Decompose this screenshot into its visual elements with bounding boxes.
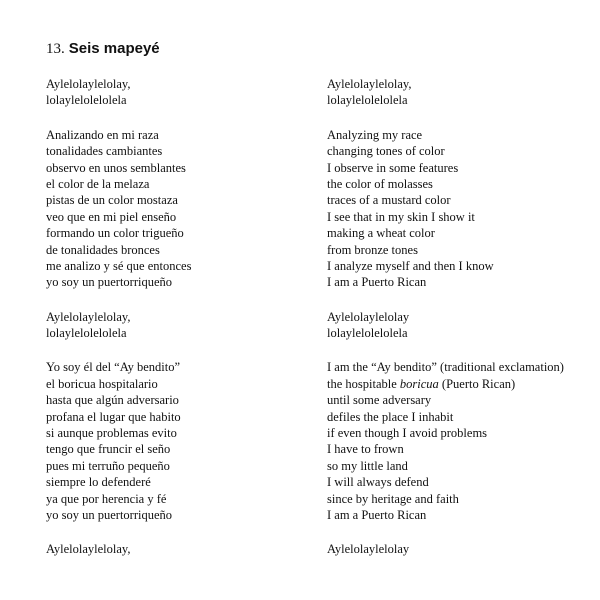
spanish-stanza bbox=[46, 309, 306, 342]
spanish-line: yo soy un puertorriqueño bbox=[46, 507, 173, 522]
spanish-line: Aylelolaylelolay, bbox=[46, 309, 131, 324]
spanish-line: el boricua hospitalario bbox=[46, 376, 158, 391]
english-stanza bbox=[327, 541, 595, 557]
english-line: the color of molasses bbox=[327, 176, 433, 191]
english-line: Analyzing my race bbox=[327, 127, 423, 142]
english-stanza bbox=[327, 127, 595, 291]
english-line: I will always defend bbox=[327, 475, 429, 490]
spanish-line: siempre lo defenderé bbox=[46, 475, 151, 490]
english-line: if even though I avoid problems bbox=[327, 426, 488, 441]
english-stanza bbox=[327, 309, 595, 342]
english-line: from bronze tones bbox=[327, 242, 418, 257]
spanish-line: pues mi terruño pequeño bbox=[46, 458, 170, 473]
english-line: lolaylelolelolela bbox=[327, 326, 408, 341]
english-line: I observe in some features bbox=[327, 160, 459, 175]
english-line: Aylelolaylelolay bbox=[327, 309, 410, 324]
spanish-line: si aunque problemas evito bbox=[46, 426, 177, 441]
english-line: defiles the place I inhabit bbox=[327, 409, 454, 424]
english-line: making a wheat color bbox=[327, 226, 435, 241]
spanish-line: Yo soy él del “Ay bendito” bbox=[46, 360, 181, 375]
english-line: I am a Puerto Rican bbox=[327, 275, 427, 290]
spanish-line: me analizo y sé que entonces bbox=[46, 258, 192, 273]
english-line: the hospitable boricua (Puerto Rican) bbox=[327, 376, 516, 391]
spanish-line: lolaylelolelolela bbox=[46, 93, 127, 108]
spanish-lyrics-column bbox=[46, 76, 306, 576]
spanish-line: Analizando en mi raza bbox=[46, 127, 159, 142]
spanish-line: tengo que fruncir el seño bbox=[46, 442, 171, 457]
spanish-line: formando un color trigueño bbox=[46, 226, 184, 241]
english-line: Aylelolaylelolay, bbox=[327, 77, 412, 91]
english-line: since by heritage and faith bbox=[327, 491, 459, 506]
english-line: lolaylelolelolela bbox=[327, 93, 408, 108]
spanish-stanza bbox=[46, 76, 306, 109]
english-line: I analyze myself and then I know bbox=[327, 258, 494, 273]
song-number: 13. bbox=[46, 41, 65, 57]
english-translation-column bbox=[327, 76, 595, 576]
spanish-line: Aylelolaylelolay, bbox=[46, 542, 131, 557]
spanish-stanza bbox=[46, 541, 306, 557]
english-line: I see that in my skin I show it bbox=[327, 209, 475, 224]
english-line: I have to frown bbox=[327, 442, 404, 457]
english-line: changing tones of color bbox=[327, 144, 445, 159]
english-line: Aylelolaylelolay bbox=[327, 542, 410, 557]
song-name: Seis mapeyé bbox=[68, 40, 160, 57]
spanish-line: pistas de un color mostaza bbox=[46, 193, 178, 208]
spanish-line: el color de la melaza bbox=[46, 176, 150, 191]
english-stanza bbox=[327, 359, 595, 523]
spanish-line: profana el lugar que habito bbox=[46, 409, 181, 424]
spanish-line: yo soy un puertorriqueño bbox=[46, 275, 173, 290]
song-title bbox=[46, 40, 160, 58]
spanish-line: veo que en mi piel enseño bbox=[46, 209, 177, 224]
english-line: I am a Puerto Rican bbox=[327, 507, 427, 522]
spanish-line: de tonalidades bronces bbox=[46, 242, 160, 257]
english-line: traces of a mustard color bbox=[327, 193, 451, 208]
spanish-line: observo en unos semblantes bbox=[46, 160, 186, 175]
spanish-stanza bbox=[46, 359, 306, 523]
spanish-line: hasta que algún adversario bbox=[46, 393, 179, 408]
spanish-line: lolaylelolelolela bbox=[46, 326, 127, 341]
english-stanza bbox=[327, 76, 595, 109]
spanish-stanza bbox=[46, 127, 306, 291]
english-line: I am the “Ay bendito” (traditional exclamation) bbox=[327, 360, 564, 375]
spanish-line: Aylelolaylelolay, bbox=[46, 77, 131, 91]
spanish-line: ya que por herencia y fé bbox=[46, 491, 167, 506]
spanish-line: tonalidades cambiantes bbox=[46, 144, 163, 159]
english-line: until some adversary bbox=[327, 393, 432, 408]
english-line: so my little land bbox=[327, 458, 408, 473]
